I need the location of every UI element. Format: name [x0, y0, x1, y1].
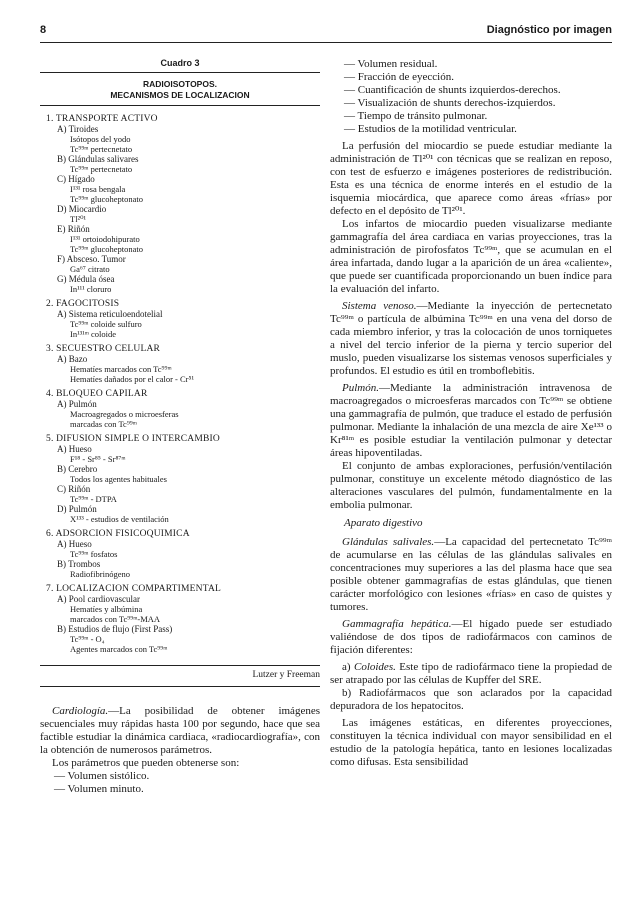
- cuadro-subitem: B) Cerebro: [57, 464, 98, 474]
- paragraph-pulmon: [330, 382, 612, 460]
- coloides-label: a): [342, 661, 351, 673]
- cuadro-subitem: A) Bazo: [57, 354, 88, 364]
- paragraph-coloides: [330, 661, 612, 687]
- venoso-lead: Sistema venoso.: [342, 300, 417, 312]
- cuadro-item: Tc⁹⁹ᵐ pertecnetato: [70, 144, 133, 154]
- cuadro-item: Hematíes dañados por el calor - Cr⁵¹: [70, 374, 194, 384]
- cuadro-section: [40, 344, 320, 384]
- paragraph-parametros: Los parámetros que pueden obtenerse son:: [52, 757, 240, 769]
- bullet-item: — Visualización de shunts derechos-izquierdos.: [344, 97, 556, 109]
- running-title: Diagnóstico por imagen: [486, 24, 612, 36]
- cuadro-label: Cuadro 3: [160, 58, 200, 68]
- cuadro-subitem: C) Hígado: [57, 174, 95, 184]
- cuadro-item: Todos los agentes habituales: [70, 474, 167, 484]
- cuadro-subitem: B) Glándulas salivares: [57, 154, 139, 164]
- cuadro-item: Isótopos del yodo: [70, 134, 131, 144]
- cuadro-section: [40, 584, 320, 654]
- cuadro-item: In¹³¹ᵐ coloide: [70, 329, 117, 339]
- hepatica-text: —El hígado puede ser estudiado valiéndose de dos tipos de radiofármacos con caminos de fijación diferentes:: [330, 618, 612, 656]
- cuadro-section-title: 2. FAGOCITOSIS: [46, 299, 120, 309]
- hepatica-lead: Gammagrafía hepática.: [342, 618, 452, 630]
- glandulas-lead: Glándulas salivales.: [342, 536, 435, 548]
- cuadro-subitem: B) Estudios de flujo (First Pass): [57, 624, 173, 634]
- cuadro-item: Agentes marcados con Tc⁹⁹ᵐ: [70, 644, 168, 654]
- paragraph-conjunto: El conjunto de ambas exploraciones, perfusión/ventilación pulmonar, constituye un excelente método diagnóstico de las alteraciones vasculares del pulmón, fundamentalmente en la embolia pulmonar.: [330, 460, 612, 511]
- paragraph-hepatica: [330, 618, 612, 657]
- cuadro-subitem: B) Trombos: [57, 559, 101, 569]
- paragraph-sistema-venoso: [330, 300, 612, 378]
- cuadro-item: I¹³¹ rosa bengala: [70, 184, 126, 194]
- cuadro-item: Tc⁹⁹ᵐ coloide sulfuro: [70, 319, 142, 329]
- cuadro-box: [40, 58, 320, 687]
- cuadro-item: Tc⁹⁹ᵐ fosfatos: [70, 549, 118, 559]
- cuadro-item: Macroagregados o microesferas: [70, 409, 179, 419]
- cuadro-section-title: 6. ADSORCION FISICOQUIMICA: [46, 529, 190, 539]
- cuadro-item: F¹⁸ - Sr⁸⁵ - Sr⁸⁷ᵐ: [70, 454, 126, 464]
- cuadro-item: X¹³³ - estudios de ventilación: [70, 514, 169, 524]
- glandulas-text: —La capacidad del pertecnetato Tc⁹⁹ᵐ de acumularse en las células de las glándulas salivales en concentraciones muy superiores a las del plasma hace que sea posible obtener gammagrafías de estas glándulas, que tienen carácter morfológico con lesiones «frías» en caso de quistes y tumores.: [330, 536, 612, 613]
- bullet-item: — Estudios de la motilidad ventricular.: [344, 123, 517, 135]
- cuadro-item: Hematíes marcados con Tc⁹⁹ᵐ: [70, 364, 172, 374]
- cardiologia-lead: Cardiología.: [52, 705, 109, 717]
- pulmon-lead: Pulmón.: [342, 382, 379, 394]
- cuadro-item: marcados con Tc⁹⁹ᵐ-MAA: [70, 614, 161, 624]
- cuadro-section: [40, 299, 320, 339]
- coloides-text: Este tipo de radiofármaco tiene la propiedad de ser atrapado por las células de Kupffer del SRE.: [330, 661, 613, 686]
- cuadro-subitem: A) Sistema reticuloendotelial: [57, 309, 163, 319]
- cuadro-item: marcadas con Tc⁹⁹ᵐ: [70, 419, 137, 429]
- cuadro-item: Radiofibrinógeno: [70, 569, 130, 579]
- subheading-aparato-digestivo: Aparato digestivo: [344, 517, 423, 529]
- bullet-item: — Volumen minuto.: [54, 783, 144, 795]
- venoso-text: —Mediante la inyección de pertecnetato Tc⁹⁹ᵐ o partícula de albúmina Tc⁹⁹ᵐ en una vena del dorso de cada miembro inferior, y tras la colocación de unos torniquetes a nivel del tercio inferior de la pierna y tercio superior del muslo, pueden visualizarse los sistemas venosos superficiales y profundos. El estudio es útil en tromboflebitis.: [330, 300, 612, 377]
- right-column: [330, 58, 612, 769]
- cuadro-section: [40, 389, 320, 429]
- coloides-lead: Coloides.: [353, 661, 396, 673]
- cuadro-heading: [40, 73, 320, 105]
- cuadro-subitem: A) Hueso: [57, 539, 92, 549]
- cuadro-section: [40, 114, 320, 294]
- cuadro-item: Tc⁹⁹ᵐ - DTPA: [70, 494, 117, 504]
- cuadro-item: Tl²⁰¹: [70, 214, 87, 224]
- cuadro-section-title: 5. DIFUSION SIMPLE O INTERCAMBIO: [46, 434, 220, 444]
- cuadro-heading-line1: RADIOISOTOPOS.: [143, 79, 217, 89]
- cuadro-source: Lutzer y Freeman: [252, 670, 320, 680]
- cuadro-list: [40, 106, 320, 665]
- bullet-item: — Cuantificación de shunts izquierdos-derechos.: [344, 84, 561, 96]
- cuadro-end-rule: [40, 686, 320, 687]
- cuadro-section-title: 3. SECUESTRO CELULAR: [46, 344, 161, 354]
- cuadro-subitem: C) Riñón: [57, 484, 91, 494]
- cuadro-heading-line2: MECANISMOS DE LOCALIZACION: [110, 90, 250, 100]
- cuadro-item: Tc⁹⁹ᵐ glucoheptonato: [70, 194, 143, 204]
- paragraph-infartos: Los infartos de miocardio pueden visualizarse mediante gammagrafía del área cardiaca en varias proyecciones, tras la administración de pirofosfatos Tc⁹⁹ᵐ, que se acumulan en el área infartada, dando lugar a la aparición de un área «caliente», que puede ser cuantificada proporcionando un buen índice para la evaluación del infarto.: [330, 218, 612, 295]
- cuadro-subitem: E) Riñón: [57, 224, 90, 234]
- paragraph-radiofarmacos: b) Radiofármacos que son aclarados por la capacidad depuradora de los hepatocitos.: [330, 687, 612, 712]
- cuadro-subitem: D) Miocardio: [57, 204, 107, 214]
- paragraph-imagenes-estaticas: Las imágenes estáticas, en diferentes proyecciones, constituyen la técnica individual con mayor sensibilidad en el estudio de la patología hepática, tanto en lesiones localizadas como difusas. Esta sensibilidad: [330, 717, 612, 768]
- page-number: 8: [40, 24, 47, 36]
- cuadro-item: Tc⁹⁹ᵐ glucoheptonato: [70, 244, 143, 254]
- cardiologia-text: —La posibilidad de obtener imágenes secuenciales muy rápidas hasta 100 por segundo, hace que sea factible estudiar la dinámica cardiaca, «radiocardiografía», con la obtención de numerosos parámetros.: [40, 705, 320, 756]
- pulmon-text: —Mediante la administración intravenosa de macroagregados o microesferas marcados con Tc⁹⁹ᵐ se obtiene una gammagrafía de pulmón, que traduce el estado de perfusión pulmonar. Mediante la inhalación de una mezcla de aire Xe¹³³ o Kr⁸¹ᵐ es posible estudiar la ventilación pulmonar y detectar áreas hipoventiladas.: [330, 382, 612, 459]
- cuadro-section: [40, 434, 320, 524]
- cardiologia-section: [40, 705, 320, 796]
- cuadro-item: Tc⁹⁹ᵐ pertecnetato: [70, 164, 133, 174]
- cuadro-subitem: G) Médula ósea: [57, 274, 115, 284]
- bullet-item: — Fracción de eyección.: [344, 71, 454, 83]
- bullet-item: — Tiempo de tránsito pulmonar.: [344, 110, 488, 122]
- bullet-item: — Volumen sistólico.: [54, 770, 150, 782]
- cuadro-subitem: A) Pool cardiovascular: [57, 594, 140, 604]
- cuadro-item: I¹³¹ ortoiodohipurato: [70, 234, 140, 244]
- cuadro-subitem: A) Tiroides: [57, 124, 99, 134]
- paragraph-perfusion: La perfusión del miocardio se puede estudiar mediante la administración de Tl²⁰¹ con técnicas que se realizan en reposo, con test de esfuerzo e imágenes posteriores de redistribución. Esta es una técnica de enorme interés en el estudio de la isquemia miocárdica, que aparece como áreas «frías» por defecto en el depósito de Tl²⁰¹.: [330, 140, 612, 217]
- cuadro-item: Hematíes y albúmina: [70, 604, 143, 614]
- cuadro-item: In¹¹¹ cloruro: [70, 284, 112, 294]
- cuadro-section-title: 1. TRANSPORTE ACTIVO: [46, 114, 158, 124]
- cuadro-section: [40, 529, 320, 579]
- cuadro-item: Ga⁶⁷ citrato: [70, 264, 110, 274]
- cuadro-subitem: D) Pulmón: [57, 504, 97, 514]
- cuadro-section-title: 7. LOCALIZACION COMPARTIMENTAL: [46, 584, 222, 594]
- cuadro-subitem: F) Absceso. Tumor: [57, 254, 126, 264]
- cuadro-section-title: 4. BLOQUEO CAPILAR: [46, 389, 148, 399]
- paragraph-glandulas: [330, 536, 612, 614]
- paragraph-cardiologia: [40, 705, 320, 757]
- bullet-item: — Volumen residual.: [344, 58, 438, 70]
- cuadro-subitem: A) Hueso: [57, 444, 92, 454]
- cuadro-subitem: A) Pulmón: [57, 399, 97, 409]
- page-header: [40, 24, 612, 43]
- cuadro-item: Tc⁹⁹ᵐ - O₄: [70, 634, 105, 644]
- left-column: [40, 58, 320, 796]
